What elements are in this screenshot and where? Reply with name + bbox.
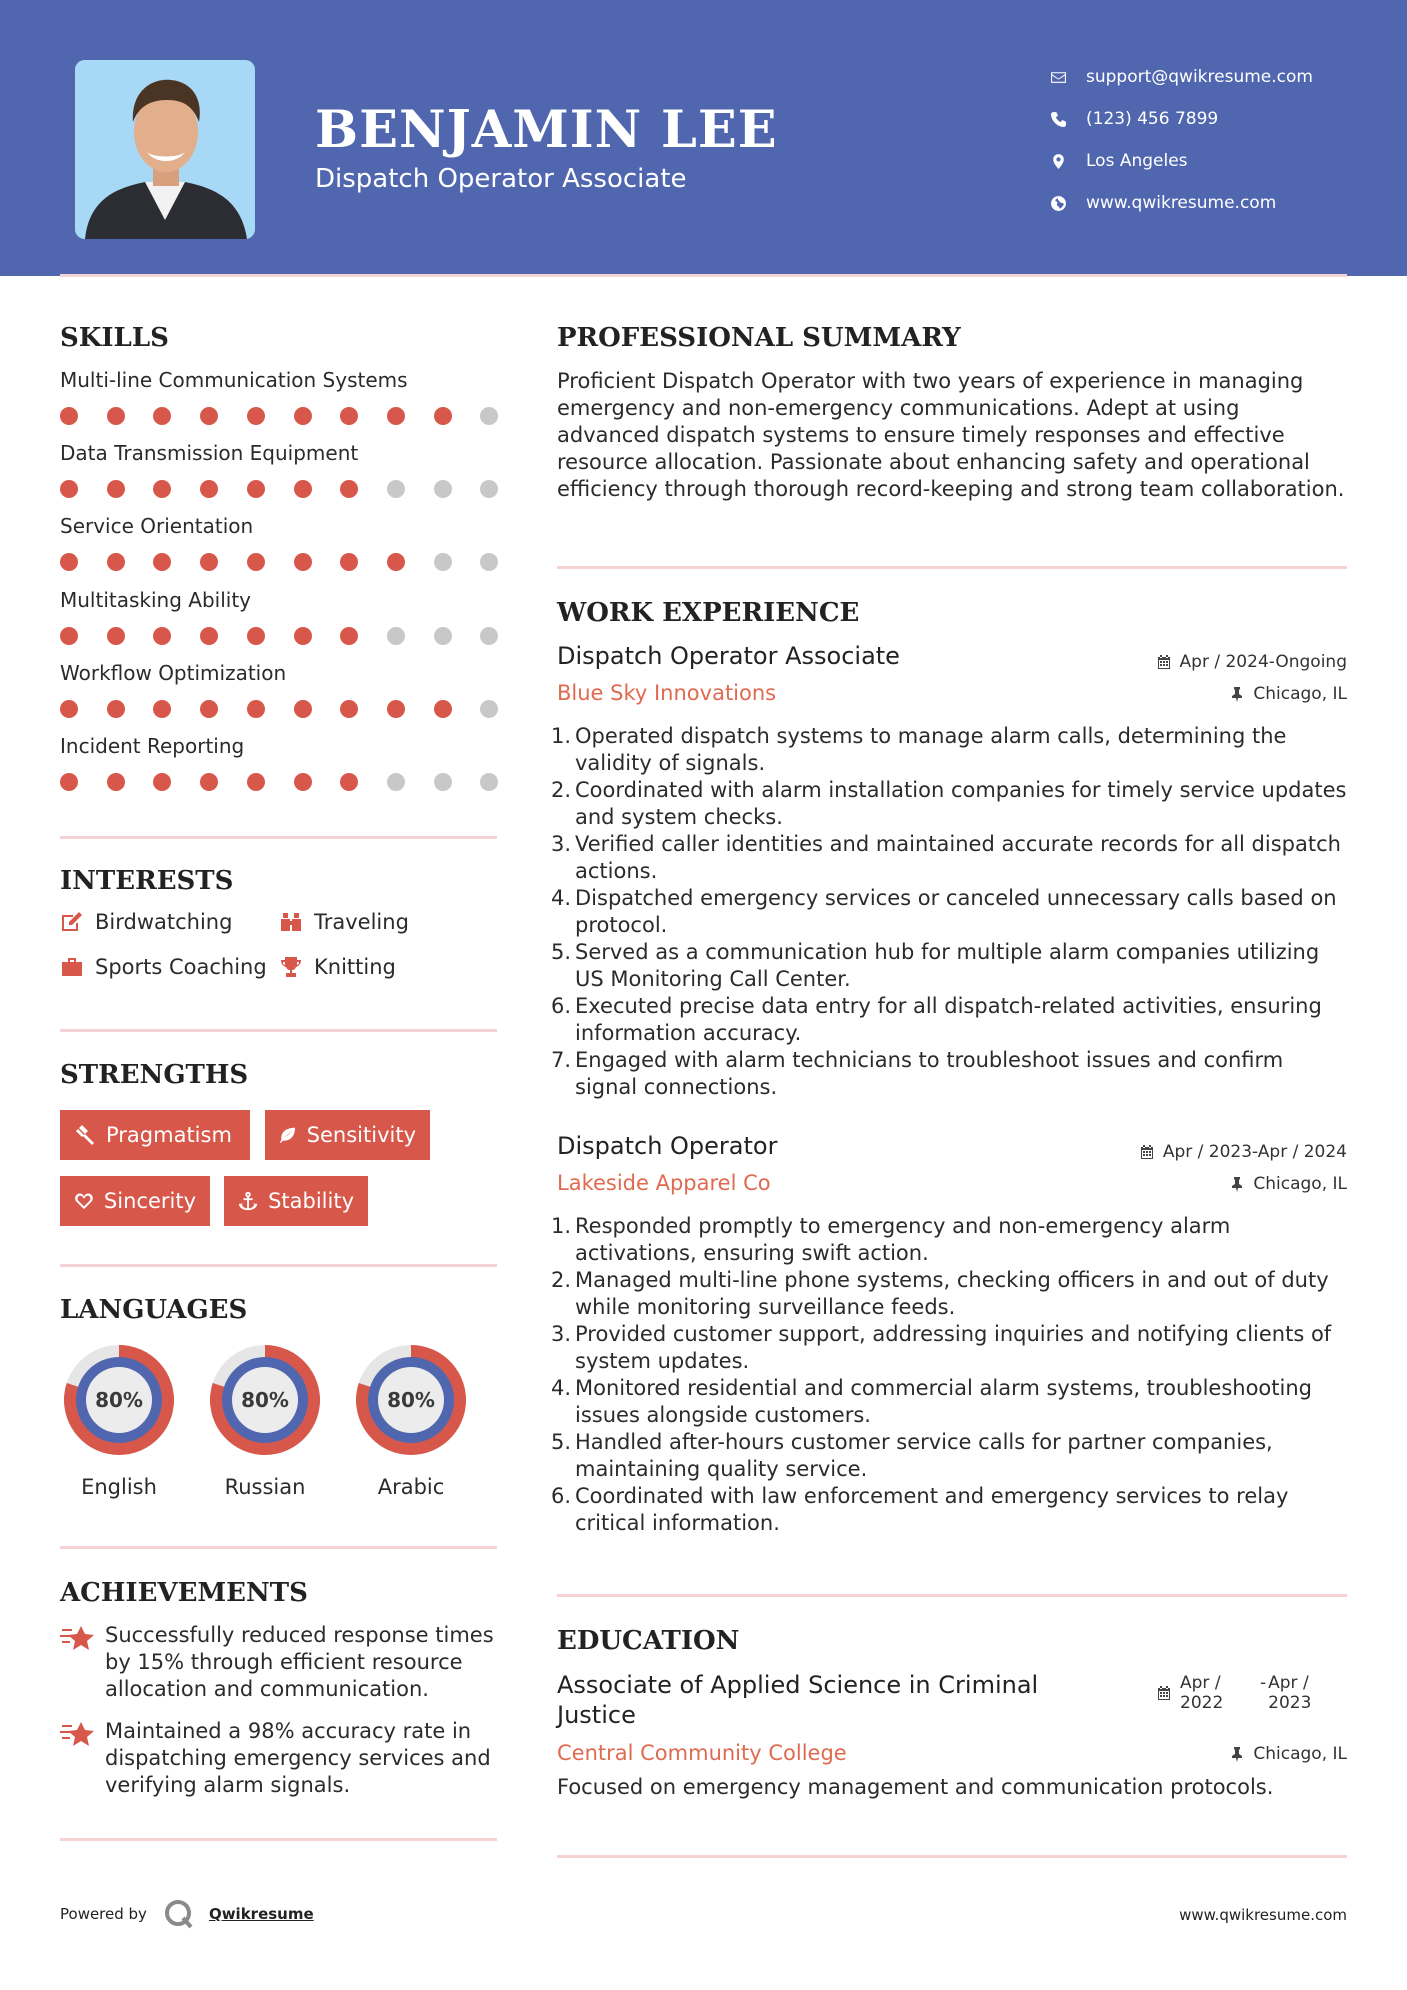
strengths-heading: STRENGTHS [60, 1060, 249, 1090]
skill-item [60, 441, 500, 501]
skill-dot-filled [107, 480, 125, 498]
experience-heading: WORK EXPERIENCE [557, 598, 860, 628]
company-name: Blue Sky Innovations [557, 681, 777, 705]
bullet-number: 6. [551, 1484, 572, 1508]
skill-dot-filled [200, 553, 218, 571]
bullet-text: Engaged with alarm technicians to troubleshoot issues and confirm signal connections. [575, 1048, 1284, 1099]
briefcase-icon [60, 956, 95, 978]
bullet-number: 1. [551, 1214, 572, 1238]
language-name: English [81, 1475, 157, 1499]
strength-tag [224, 1176, 368, 1226]
skill-rating [60, 400, 500, 428]
skill-dot-empty [480, 553, 498, 571]
strength-label: Pragmatism [106, 1123, 232, 1147]
resume-header [0, 0, 1407, 276]
pushpin-icon [1229, 1176, 1245, 1192]
bullet-text: Dispatched emergency services or canceled unnecessary calls based on protocol. [575, 886, 1337, 937]
summary-heading: PROFESSIONAL SUMMARY [557, 323, 961, 353]
skill-dot-filled [247, 480, 265, 498]
strength-label: Sincerity [103, 1189, 196, 1213]
skill-item [60, 661, 500, 721]
degree-title: Associate of Applied Science in Criminal Justice [557, 1671, 1039, 1729]
skill-dot-empty [480, 407, 498, 425]
job-date-text: Apr / 2024-Ongoing [1179, 652, 1347, 672]
skill-dot-filled [340, 480, 358, 498]
achievement-text: Successfully reduced response times by 15% through efficient resource allocation and communication. [105, 1623, 494, 1701]
heart-icon [74, 1190, 94, 1212]
skill-dot-filled [153, 407, 171, 425]
skill-dot-filled [107, 553, 125, 571]
skill-dot-filled [200, 627, 218, 645]
bullet-item [551, 1375, 1347, 1429]
job-date [1139, 1142, 1347, 1162]
strength-tag [60, 1176, 210, 1226]
contact-list [1050, 56, 1313, 224]
skill-dot-filled [60, 407, 78, 425]
skill-dot-empty [387, 480, 405, 498]
skill-dot-filled [153, 480, 171, 498]
bullet-item [551, 939, 1347, 993]
gavel-icon [74, 1124, 96, 1146]
avatar [75, 60, 255, 239]
bullet-text: Managed multi-line phone systems, checking officers in and out of duty while monitoring surveillance feeds. [575, 1268, 1329, 1319]
skill-dot-filled [107, 773, 125, 791]
job-bullets [551, 723, 1347, 1101]
skill-dot-empty [434, 553, 452, 571]
interest-label: Knitting [314, 955, 396, 979]
skill-name: Workflow Optimization [60, 661, 287, 685]
strengths-divider [60, 1264, 497, 1267]
bullet-item [551, 1483, 1347, 1537]
skill-dot-filled [247, 407, 265, 425]
contact-phone-text: (123) 456 7899 [1086, 109, 1219, 129]
skill-name: Data Transmission Equipment [60, 441, 359, 465]
bullet-text: Operated dispatch systems to manage alarm calls, determining the validity of signals. [575, 724, 1287, 775]
languages-heading: LANGUAGES [60, 1295, 248, 1325]
skill-dot-empty [434, 627, 452, 645]
footer-url[interactable]: www.qwikresume.com [1179, 1906, 1347, 1924]
skill-dot-empty [387, 773, 405, 791]
skill-rating [60, 620, 500, 648]
skill-dot-filled [340, 773, 358, 791]
skills-heading: SKILLS [60, 323, 169, 353]
location-pin-icon [1050, 153, 1086, 170]
job-date [1156, 652, 1347, 672]
skill-name: Multi-line Communication Systems [60, 368, 408, 392]
bullet-number: 7. [551, 1048, 572, 1072]
strength-tag [265, 1110, 430, 1160]
skill-rating [60, 766, 500, 794]
language-gauge [58, 1339, 180, 1461]
interest-label: Sports Coaching [95, 955, 267, 979]
contact-email[interactable] [1050, 56, 1313, 98]
star-medal-icon [60, 1622, 105, 1703]
skill-dot-filled [107, 700, 125, 718]
bullet-text: Coordinated with law enforcement and emergency services to relay critical information. [575, 1484, 1289, 1535]
phone-icon [1050, 111, 1086, 128]
summary-divider [557, 566, 1347, 569]
job-title: Dispatch Operator [557, 1132, 778, 1160]
bullet-item [551, 723, 1347, 777]
language-item [350, 1339, 472, 1499]
achievements-divider [60, 1838, 497, 1841]
bullet-item [551, 1267, 1347, 1321]
contact-location-text: Los Angeles [1086, 151, 1188, 171]
skills-divider [60, 836, 497, 839]
binoculars-icon [279, 911, 314, 933]
gauge-label: 80% [241, 1388, 289, 1412]
skill-dot-filled [153, 553, 171, 571]
skill-dot-filled [60, 773, 78, 791]
footer-powered-by [60, 1898, 314, 1930]
gauge-label: 80% [95, 1388, 143, 1412]
language-item [204, 1339, 326, 1499]
skill-dot-filled [200, 773, 218, 791]
bullet-number: 5. [551, 1430, 572, 1454]
powered-by-label: Powered by [60, 1905, 147, 1923]
skill-rating [60, 473, 500, 501]
skill-dot-filled [294, 407, 312, 425]
trophy-icon [279, 956, 314, 978]
bullet-text: Coordinated with alarm installation companies for timely service updates and system checks. [575, 778, 1347, 829]
skill-dot-empty [434, 480, 452, 498]
skill-dot-filled [107, 407, 125, 425]
bullet-item [551, 1429, 1347, 1483]
skill-dot-filled [294, 627, 312, 645]
job-location-text: Chicago, IL [1253, 1174, 1347, 1194]
achievements-heading: ACHIEVEMENTS [60, 1578, 308, 1608]
skill-dot-filled [294, 700, 312, 718]
bullet-text: Verified caller identities and maintained accurate records for all dispatch actions. [575, 832, 1341, 883]
skill-dot-empty [434, 773, 452, 791]
skill-dot-filled [153, 700, 171, 718]
job-title: Dispatch Operator Associate [557, 642, 900, 670]
contact-website-text: www.qwikresume.com [1086, 193, 1277, 213]
job-location-text: Chicago, IL [1253, 684, 1347, 704]
achievement-item [60, 1718, 500, 1799]
skill-dot-filled [247, 627, 265, 645]
bullet-number: 3. [551, 1322, 572, 1346]
education-date-separator: - [1260, 1673, 1267, 1693]
education-start: Apr / 2022 [1180, 1673, 1224, 1713]
interest-label: Birdwatching [95, 910, 233, 934]
job-location [1229, 1174, 1347, 1194]
interests-divider [60, 1029, 497, 1032]
bullet-number: 3. [551, 832, 572, 856]
star-medal-icon [60, 1718, 105, 1799]
skill-dot-filled [340, 627, 358, 645]
school-name: Central Community College [557, 1741, 847, 1765]
pushpin-icon [1229, 1746, 1245, 1762]
education-date [1156, 1673, 1352, 1713]
skill-item [60, 588, 500, 648]
interest-label: Traveling [314, 910, 409, 934]
skill-dot-filled [294, 773, 312, 791]
header-divider [60, 274, 1347, 277]
contact-website[interactable] [1050, 182, 1313, 224]
language-name: Russian [224, 1475, 306, 1499]
skill-dot-filled [107, 627, 125, 645]
skill-name: Multitasking Ability [60, 588, 251, 612]
envelope-icon [1050, 69, 1086, 86]
contact-email-text: support@qwikresume.com [1086, 67, 1313, 87]
strength-label: Stability [268, 1189, 354, 1213]
candidate-title: Dispatch Operator Associate [315, 164, 687, 194]
pushpin-icon [1229, 686, 1245, 702]
bullet-item [551, 1213, 1347, 1267]
skill-dot-filled [153, 627, 171, 645]
bullet-number: 4. [551, 886, 572, 910]
skill-rating [60, 546, 500, 574]
bullet-item [551, 993, 1347, 1047]
bullet-item [551, 777, 1347, 831]
bullet-number: 1. [551, 724, 572, 748]
contact-phone[interactable] [1050, 98, 1313, 140]
calendar-icon [1156, 654, 1172, 670]
achievement-text: Maintained a 98% accuracy rate in dispatching emergency services and verifying alarm signals. [105, 1719, 491, 1797]
skill-dot-filled [294, 553, 312, 571]
skill-dot-empty [480, 700, 498, 718]
skill-dot-empty [480, 773, 498, 791]
bullet-item [551, 885, 1347, 939]
job-location [1229, 684, 1347, 704]
interest-item [60, 910, 232, 934]
education-divider [557, 1855, 1347, 1858]
skill-dot-empty [387, 627, 405, 645]
profile-photo [75, 60, 255, 239]
skill-dot-empty [480, 480, 498, 498]
job-bullets [551, 1213, 1347, 1537]
interest-item [60, 955, 267, 979]
contact-location [1050, 140, 1313, 182]
skill-dot-filled [387, 700, 405, 718]
strength-tag [60, 1110, 250, 1160]
education-end: Apr / 2023 [1268, 1673, 1312, 1713]
skill-dot-filled [340, 700, 358, 718]
bullet-text: Executed precise data entry for all dispatch-related activities, ensuring information accuracy. [575, 994, 1322, 1045]
education-location [1229, 1744, 1347, 1764]
interest-item [279, 955, 396, 979]
interest-item [279, 910, 409, 934]
bullet-text: Responded promptly to emergency and non-emergency alarm activations, ensuring swift action. [575, 1214, 1231, 1265]
skill-dot-filled [434, 407, 452, 425]
education-location-text: Chicago, IL [1253, 1744, 1347, 1764]
calendar-icon [1156, 1685, 1172, 1701]
skill-name: Incident Reporting [60, 734, 245, 758]
skill-dot-filled [200, 700, 218, 718]
bullet-number: 6. [551, 994, 572, 1018]
skill-dot-filled [247, 553, 265, 571]
bullet-text: Provided customer support, addressing inquiries and notifying clients of system updates. [575, 1322, 1332, 1373]
language-gauge [204, 1339, 326, 1461]
skill-dot-filled [60, 700, 78, 718]
calendar-icon [1139, 1144, 1155, 1160]
pencil-edit-icon [60, 911, 95, 933]
bullet-text: Handled after-hours customer service calls for partner companies, maintaining quality service. [575, 1430, 1273, 1481]
anchor-icon [238, 1190, 258, 1212]
experience-divider [557, 1594, 1347, 1597]
skill-rating [60, 693, 500, 721]
brand-link[interactable]: Qwikresume [208, 1905, 314, 1923]
interests-heading: INTERESTS [60, 866, 234, 896]
languages-divider [60, 1546, 497, 1549]
globe-icon [1050, 195, 1086, 212]
skill-dot-filled [60, 480, 78, 498]
job-date-text: Apr / 2023-Apr / 2024 [1162, 1142, 1347, 1162]
qwikresume-logo-icon [163, 1898, 195, 1930]
bullet-number: 2. [551, 778, 572, 802]
language-item [58, 1339, 180, 1499]
skill-item [60, 368, 500, 428]
skill-item [60, 514, 500, 574]
skill-dot-filled [200, 407, 218, 425]
skill-dot-filled [60, 627, 78, 645]
skill-dot-filled [153, 773, 171, 791]
skill-dot-filled [340, 553, 358, 571]
skill-dot-filled [247, 700, 265, 718]
summary-text: Proficient Dispatch Operator with two years of experience in managing emergency and non-emergency communications. Adept at using advanced dispatch systems to ensure timely responses and effective resource allocation. Passionate about enhancing safety and operational efficiency through thorough record-keeping and strong team collaboration. [557, 369, 1345, 501]
bullet-item [551, 1321, 1347, 1375]
bullet-text: Served as a communication hub for multiple alarm companies utilizing US Monitoring Call Center. [575, 940, 1320, 991]
bullet-number: 4. [551, 1376, 572, 1400]
skill-dot-empty [480, 627, 498, 645]
bullet-item [551, 831, 1347, 885]
skill-item [60, 734, 500, 794]
leaf-icon [279, 1124, 297, 1146]
skill-dot-filled [294, 480, 312, 498]
bullet-number: 5. [551, 940, 572, 964]
skill-dot-filled [60, 553, 78, 571]
skill-name: Service Orientation [60, 514, 254, 538]
bullet-item [551, 1047, 1347, 1101]
language-gauge [350, 1339, 472, 1461]
bullet-text: Monitored residential and commercial alarm systems, troubleshooting issues alongside customers. [575, 1376, 1312, 1427]
achievement-item [60, 1622, 500, 1703]
education-heading: EDUCATION [557, 1626, 740, 1656]
language-name: Arabic [377, 1475, 445, 1499]
skill-dot-filled [340, 407, 358, 425]
skill-dot-filled [387, 407, 405, 425]
strength-label: Sensitivity [306, 1123, 416, 1147]
company-name: Lakeside Apparel Co [557, 1171, 771, 1195]
skill-dot-filled [200, 480, 218, 498]
bullet-number: 2. [551, 1268, 572, 1292]
skill-dot-filled [247, 773, 265, 791]
candidate-name: BENJAMIN LEE [315, 100, 778, 160]
skill-dot-filled [434, 700, 452, 718]
gauge-label: 80% [387, 1388, 435, 1412]
skill-dot-filled [387, 553, 405, 571]
education-description: Focused on emergency management and communication protocols. [557, 1775, 1274, 1799]
